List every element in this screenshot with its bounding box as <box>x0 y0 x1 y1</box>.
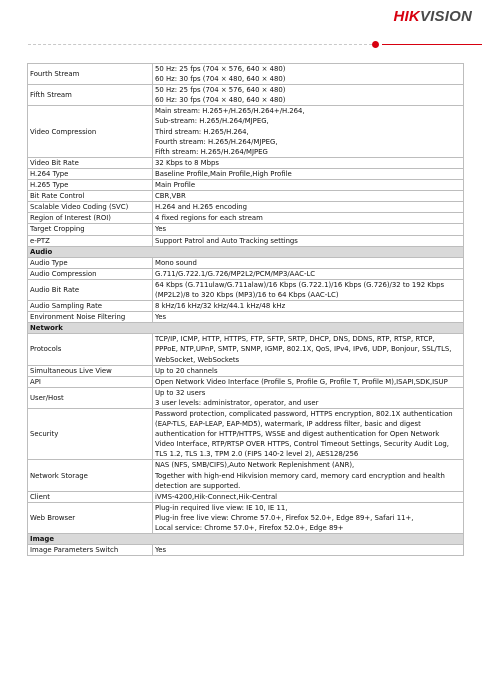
spec-value-line: Main stream: H.265+/H.265/H.264+/H.264, <box>155 107 305 116</box>
spec-row <box>28 387 464 408</box>
spec-value-line: iVMS-4200,Hik-Connect,Hik-Central <box>155 492 278 501</box>
spec-row <box>28 301 464 312</box>
spec-value-line: 4 fixed regions for each stream <box>155 214 263 223</box>
spec-label: Region of Interest (ROI) <box>28 213 153 224</box>
spec-label: Scalable Video Coding (SVC) <box>28 202 153 213</box>
header-divider-accent <box>382 44 482 45</box>
spec-value <box>153 312 464 323</box>
spec-row <box>28 191 464 202</box>
spec-label: Fourth Stream <box>28 64 153 85</box>
spec-value-line: 3 user levels: administrator, operator, and user <box>155 398 319 407</box>
spec-value-line: Up to 32 users <box>155 388 206 397</box>
spec-value-line: TCP/IP, ICMP, HTTP, HTTPS, FTP, SFTP, SRTP, DHCP, DNS, DDNS, RTP, RTSP, RTCP, <box>155 335 435 344</box>
spec-value <box>153 387 464 408</box>
spec-value-line: Yes <box>155 225 167 234</box>
section-header-row <box>28 246 464 257</box>
spec-value-line: Open Network Video Interface (Profile S, Profile G, Profile T, Profile M),ISAPI,SDK,ISUP <box>155 377 448 386</box>
spec-row <box>28 409 464 460</box>
spec-value-line: 50 Hz: 25 fps (704 × 576, 640 × 480) <box>155 86 286 95</box>
spec-value-line: 8 kHz/16 kHz/32 kHz/44.1 kHz/48 kHz <box>155 302 286 311</box>
spec-value-line: Support Patrol and Auto Tracking settings <box>155 236 298 245</box>
spec-value <box>153 334 464 365</box>
spec-value-line: Up to 20 channels <box>155 366 218 375</box>
spec-value <box>153 376 464 387</box>
spec-value-line: Together with high-end Hikvision memory card, memory card encryption and health <box>155 471 445 480</box>
spec-value-line: Yes <box>155 546 167 555</box>
spec-value-line: PPPoE, NTP,UPnP, SMTP, SNMP, IGMP, 802.1X, QoS, IPv4, IPv6, UDP, Bonjour, SSL/TLS, <box>155 345 452 354</box>
spec-value-line: 64 Kbps (G.711ulaw/G.711alaw)/16 Kbps (G.722.1)/16 Kbps (G.726)/32 to 192 Kbps <box>155 280 445 289</box>
spec-value-line: NAS (NFS, SMB/CIFS),Auto Network Replenishment (ANR), <box>155 461 355 470</box>
spec-value-line: TLS 1.2, TLS 1.3, TPM 2.0 (FIPS 140-2 level 2), AES128/256 <box>155 450 359 459</box>
spec-label: Audio Bit Rate <box>28 279 153 300</box>
spec-row <box>28 502 464 533</box>
spec-label: Simultaneous Live View <box>28 365 153 376</box>
spec-value-line: Plug-in required live view: IE 10, IE 11, <box>155 503 288 512</box>
spec-row <box>28 202 464 213</box>
spec-value <box>153 213 464 224</box>
spec-row <box>28 235 464 246</box>
spec-label: User/Host <box>28 387 153 408</box>
spec-row <box>28 64 464 85</box>
section-title: Network <box>28 323 464 334</box>
spec-label: Security <box>28 409 153 460</box>
spec-value-line: 60 Hz: 30 fps (704 × 480, 640 × 480) <box>155 96 286 105</box>
spec-value <box>153 85 464 106</box>
spec-row <box>28 279 464 300</box>
spec-value-line: (EAP-TLS, EAP-LEAP, EAP-MD5), watermark, IP address filter, basic and digest <box>155 420 421 429</box>
spec-value-line: (MP2L2)/8 to 320 Kbps (MP3)/16 to 64 Kbps (AAC-LC) <box>155 290 339 299</box>
spec-label: API <box>28 376 153 387</box>
spec-row <box>28 376 464 387</box>
spec-value <box>153 180 464 191</box>
spec-value <box>153 502 464 533</box>
spec-row <box>28 312 464 323</box>
spec-value <box>153 64 464 85</box>
spec-value-line: 50 Hz: 25 fps (704 × 576, 640 × 480) <box>155 65 286 73</box>
spec-row <box>28 365 464 376</box>
spec-label: Network Storage <box>28 460 153 491</box>
section-title: Image <box>28 534 464 545</box>
spec-value-line: detection are supported. <box>155 481 241 490</box>
spec-value <box>153 409 464 460</box>
section-header-row <box>28 323 464 334</box>
spec-row <box>28 334 464 365</box>
spec-value-line: Fifth stream: H.265/H.264/MJPEG <box>155 147 268 156</box>
spec-label: Audio Sampling Rate <box>28 301 153 312</box>
spec-row <box>28 106 464 157</box>
spec-label: H.265 Type <box>28 180 153 191</box>
spec-value-line: Main Profile <box>155 181 196 190</box>
spec-value-line: 32 Kbps to 8 Mbps <box>155 158 219 167</box>
spec-value <box>153 257 464 268</box>
spec-value-line: 60 Hz: 30 fps (704 × 480, 640 × 480) <box>155 75 286 84</box>
spec-row <box>28 168 464 179</box>
spec-value-line: G.711/G.722.1/G.726/MP2L2/PCM/MP3/AAC-LC <box>155 269 316 278</box>
spec-label: Web Browser <box>28 502 153 533</box>
brand-logo: HIKVISION <box>393 8 472 25</box>
spec-value <box>153 279 464 300</box>
spec-label: Video Compression <box>28 106 153 157</box>
spec-label: Protocols <box>28 334 153 365</box>
spec-value <box>153 460 464 491</box>
section-header-row <box>28 534 464 545</box>
spec-row <box>28 268 464 279</box>
section-title: Audio <box>28 246 464 257</box>
spec-label: Target Cropping <box>28 224 153 235</box>
spec-label: Environment Noise Filtering <box>28 312 153 323</box>
spec-value-line: CBR,VBR <box>155 192 186 201</box>
specification-table <box>27 63 464 556</box>
spec-value <box>153 157 464 168</box>
spec-value <box>153 365 464 376</box>
spec-value-line: Local service: Chrome 57.0+, Firefox 52.0+, Edge 89+ <box>155 524 344 533</box>
spec-value-line: Video Interface, RTP/RTSP OVER HTTPS, Control Timeout Settings, Security Audit Log, <box>155 440 449 449</box>
spec-value-line: H.264 and H.265 encoding <box>155 203 247 212</box>
spec-label: Image Parameters Switch <box>28 545 153 556</box>
spec-row <box>28 85 464 106</box>
page-header <box>0 0 482 56</box>
spec-value <box>153 235 464 246</box>
spec-value <box>153 268 464 279</box>
spec-value-line: Baseline Profile,Main Profile,High Profile <box>155 169 292 178</box>
spec-value <box>153 491 464 502</box>
spec-label: Bit Rate Control <box>28 191 153 202</box>
spec-value-line: Plug-in free live view: Chrome 57.0+, Firefox 52.0+, Edge 89+, Safari 11+, <box>155 513 414 522</box>
spec-value-line: Sub-stream: H.265/H.264/MJPEG, <box>155 117 269 126</box>
spec-row <box>28 213 464 224</box>
spec-value <box>153 301 464 312</box>
spec-value-line: Password protection, complicated password, HTTPS encryption, 802.1X authentication <box>155 410 453 418</box>
spec-value <box>153 224 464 235</box>
spec-row <box>28 180 464 191</box>
spec-value <box>153 545 464 556</box>
spec-row <box>28 224 464 235</box>
spec-value-line: Fourth stream: H.265/H.264/MJPEG, <box>155 137 278 146</box>
spec-value-line: WebSocket, WebSockets <box>155 355 240 364</box>
spec-value-line: Third stream: H.265/H.264, <box>155 127 249 136</box>
spec-label: H.264 Type <box>28 168 153 179</box>
spec-value <box>153 202 464 213</box>
spec-row <box>28 257 464 268</box>
header-divider <box>28 44 372 45</box>
spec-label: Fifth Stream <box>28 85 153 106</box>
spec-value-line: Mono sound <box>155 258 197 267</box>
spec-value-line: Yes <box>155 313 167 322</box>
spec-value-line: authentication for HTTP/HTTPS, WSSE and digest authentication for Open Network <box>155 430 440 439</box>
spec-row <box>28 545 464 556</box>
spec-label: Video Bit Rate <box>28 157 153 168</box>
spec-row <box>28 460 464 491</box>
spec-label: Audio Compression <box>28 268 153 279</box>
spec-label: Client <box>28 491 153 502</box>
spec-row <box>28 157 464 168</box>
header-divider-dot <box>372 41 379 48</box>
spec-value <box>153 106 464 157</box>
spec-value <box>153 168 464 179</box>
spec-label: e-PTZ <box>28 235 153 246</box>
spec-row <box>28 491 464 502</box>
spec-value <box>153 191 464 202</box>
spec-label: Audio Type <box>28 257 153 268</box>
